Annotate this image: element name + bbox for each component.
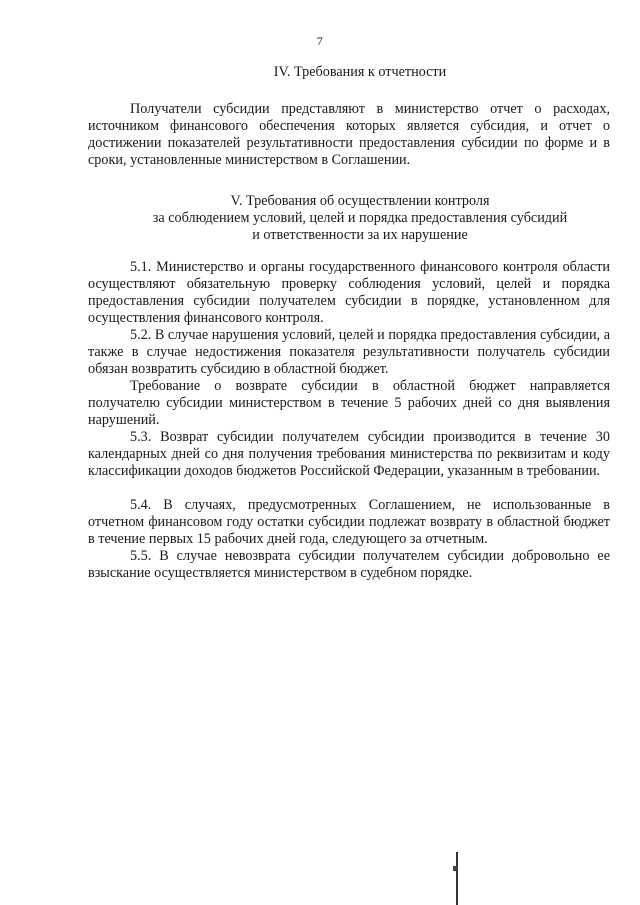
scan-binding-mark-tip bbox=[453, 866, 457, 871]
paragraph-5-3: 5.3. Возврат субсидии получателем субсидии производится в течение 30 календарных дней со дня получения требования министерства по реквизитам и коду классификации доходов бюджетов Российской Федерации, указанным в требовании. bbox=[88, 429, 610, 479]
scan-binding-mark bbox=[456, 852, 458, 905]
section-iv-heading: IV. Требования к отчетности bbox=[273, 64, 447, 80]
paragraph-5-1: 5.1. Министерство и органы государственного финансового контроля области осуществляют обязательную проверку соблюдения условий, целей и порядка предоставления субсидии получателем субсидии в порядке, установленном для осуществления финансового контроля. bbox=[88, 259, 610, 326]
section-v-heading-line-1: V. Требования об осуществлении контроля bbox=[230, 193, 490, 209]
section-iv-paragraph: Получатели субсидии представляют в министерство отчет о расходах, источником финансового обеспечения которых является субсидия, и отчет о достижении показателей результативности предоставления субсидии по форме и в сроки, установленные министерством в Соглашении. bbox=[88, 101, 610, 168]
paragraph-return-requirement: Требование о возврате субсидии в областной бюджет направляется получателю субсидии министерством в течение 5 рабочих дней со дня выявления нарушений. bbox=[88, 378, 610, 428]
section-v-heading-line-2: за соблюдением условий, целей и порядка предоставления субсидий bbox=[152, 210, 568, 226]
section-v-heading-line-3: и ответственности за их нарушение bbox=[252, 227, 468, 243]
section-v-heading bbox=[80, 193, 640, 244]
paragraph-5-2: 5.2. В случае нарушения условий, целей и порядка предоставления субсидии, а также в случае недостижения показателя результативности получатель субсидии обязан возвратить субсидию в областной бюджет. bbox=[88, 327, 610, 377]
paragraph-5-4: 5.4. В случаях, предусмотренных Соглашением, не использованные в отчетном финансовом году остатки субсидии подлежат возврату в областной бюджет в течение первых 15 рабочих дней года, следующего за отчетным. bbox=[88, 497, 610, 547]
paragraph-5-5: 5.5. В случае невозврата субсидии получателем субсидии добровольно ее взыскание осуществляется министерством в судебном порядке. bbox=[88, 548, 610, 581]
page-number: 7 bbox=[316, 34, 324, 48]
